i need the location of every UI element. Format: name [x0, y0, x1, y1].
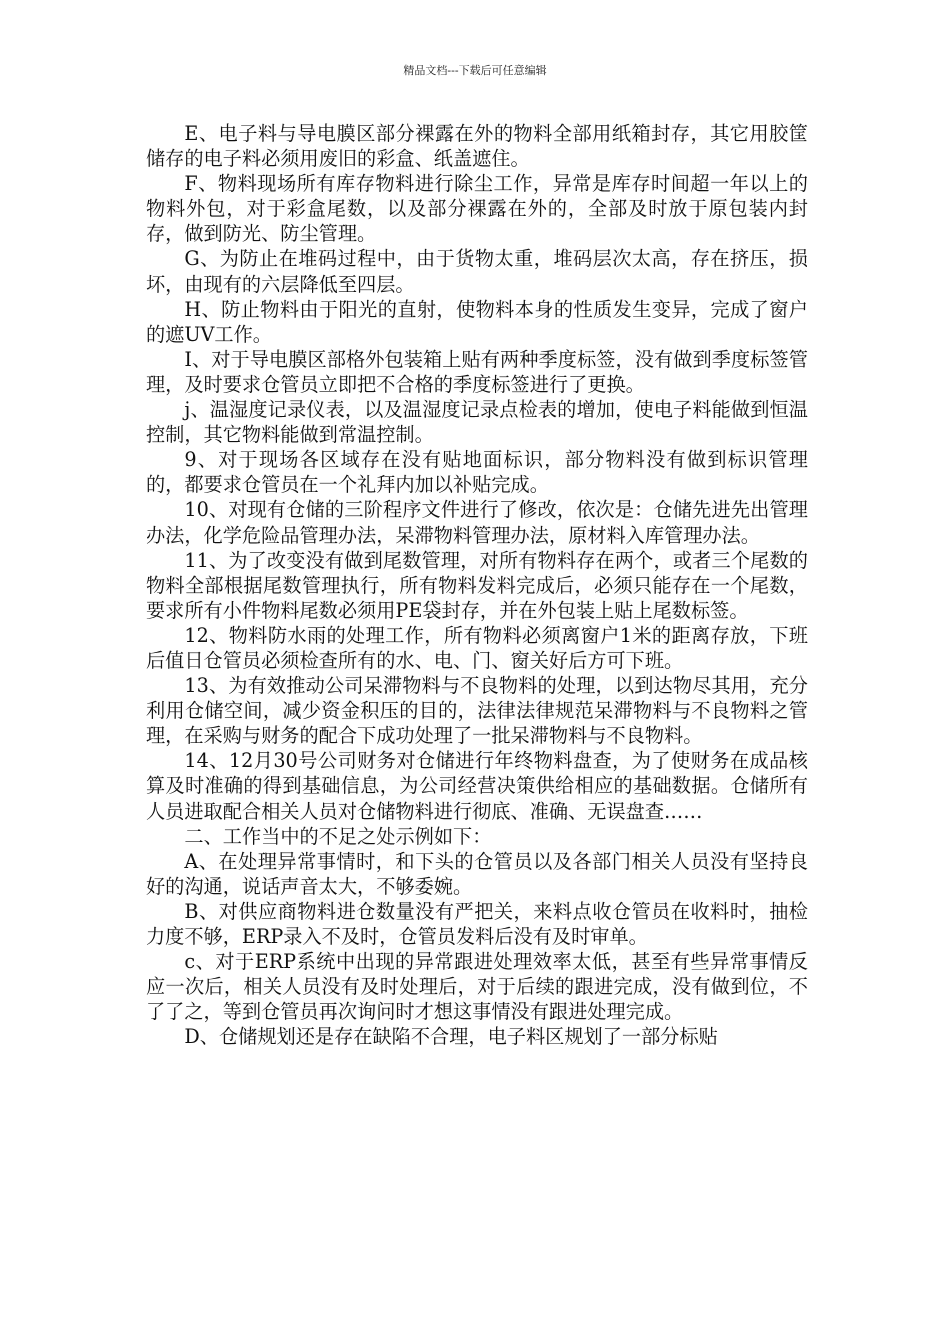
paragraph-c: c、对于ERP系统中出现的异常跟进处理效率太低，甚至有些异常事情反应一次后，相关人员没有及时处理后，对于后续的跟进完成，没有做到位，不了了之，等到仓管员再次询问时才想这事情没有跟进处理完成。	[146, 950, 808, 1024]
paragraph-b: B、对供应商物料进仓数量没有严把关，来料点收仓管员在收料时，抽检力度不够，ERP录入不及时，仓管员发料后没有及时审单。	[146, 899, 808, 948]
document-body	[146, 121, 808, 1049]
paragraph-g: G、为防止在堆码过程中，由于货物太重，堆码层次太高，存在挤压，损坏，由现有的六层降低至四层。	[146, 247, 808, 296]
paragraph-j: j、温湿度记录仪表，以及温湿度记录点检表的增加，使电子料能做到恒温控制，其它物料能做到常温控制。	[146, 398, 808, 447]
page-header: 精品文档---下载后可任意编辑	[403, 64, 547, 77]
paragraph-f: F、物料现场所有库存物料进行除尘工作，异常是库存时间超一年以上的物料外包，对于彩盒尾数，以及部分裸露在外的，全部及时放于原包装内封存，做到防光、防尘管理。	[146, 172, 808, 246]
paragraph-11: 11、为了改变没有做到尾数管理，对所有物料存在两个，或者三个尾数的物料全部根据尾数管理执行，所有物料发料完成后，必须只能存在一个尾数，要求所有小件物料尾数必须用PE袋封存，并在外包装上贴上尾数标签。	[146, 548, 808, 622]
paragraph-9: 9、对于现场各区域存在没有贴地面标识，部分物料没有做到标识管理的，都要求仓管员在一个礼拜内加以补贴完成。	[146, 448, 808, 497]
section-heading-shortcomings: 二、工作当中的不足之处示例如下：	[184, 824, 492, 848]
paragraph-14: 14、12月30号公司财务对仓储进行年终物料盘查，为了使财务在成品核算及时准确的得到基础信息，为公司经营决策供给相应的基础数据。仓储所有人员进取配合相关人员对仓储物料进行彻底、准确、无误盘查……	[146, 749, 808, 823]
paragraph-12: 12、物料防水雨的处理工作，所有物料必须离窗户1米的距离存放，下班后值日仓管员必须检查所有的水、电、门、窗关好后方可下班。	[146, 623, 808, 672]
paragraph-a: A、在处理异常事情时，和下头的仓管员以及各部门相关人员没有坚持良好的沟通，说话声音太大，不够委婉。	[146, 849, 808, 898]
paragraph-d: D、仓储规划还是存在缺陷不合理，电子料区规划了一部分标贴	[184, 1025, 718, 1049]
paragraph-e: E、电子料与导电膜区部分裸露在外的物料全部用纸箱封存，其它用胶筐储存的电子料必须用废旧的彩盒、纸盖遮住。	[146, 122, 808, 171]
paragraph-13: 13、为有效推动公司呆滞物料与不良物料的处理，以到达物尽其用，充分利用仓储空间，减少资金积压的目的，法律法律规范呆滞物料与不良物料之管理，在采购与财务的配合下成功处理了一批呆滞物料与不良物料。	[146, 674, 808, 748]
paragraph-10: 10、对现有仓储的三阶程序文件进行了修改，依次是：仓储先进先出管理办法，化学危险品管理办法，呆滞物料管理办法，原材料入库管理办法。	[146, 498, 808, 547]
paragraph-h: H、防止物料由于阳光的直射，使物料本身的性质发生变异，完成了窗户的遮UV工作。	[146, 297, 808, 346]
paragraph-i: I、对于导电膜区部格外包装箱上贴有两种季度标签，没有做到季度标签管理，及时要求仓管员立即把不合格的季度标签进行了更换。	[146, 347, 808, 396]
